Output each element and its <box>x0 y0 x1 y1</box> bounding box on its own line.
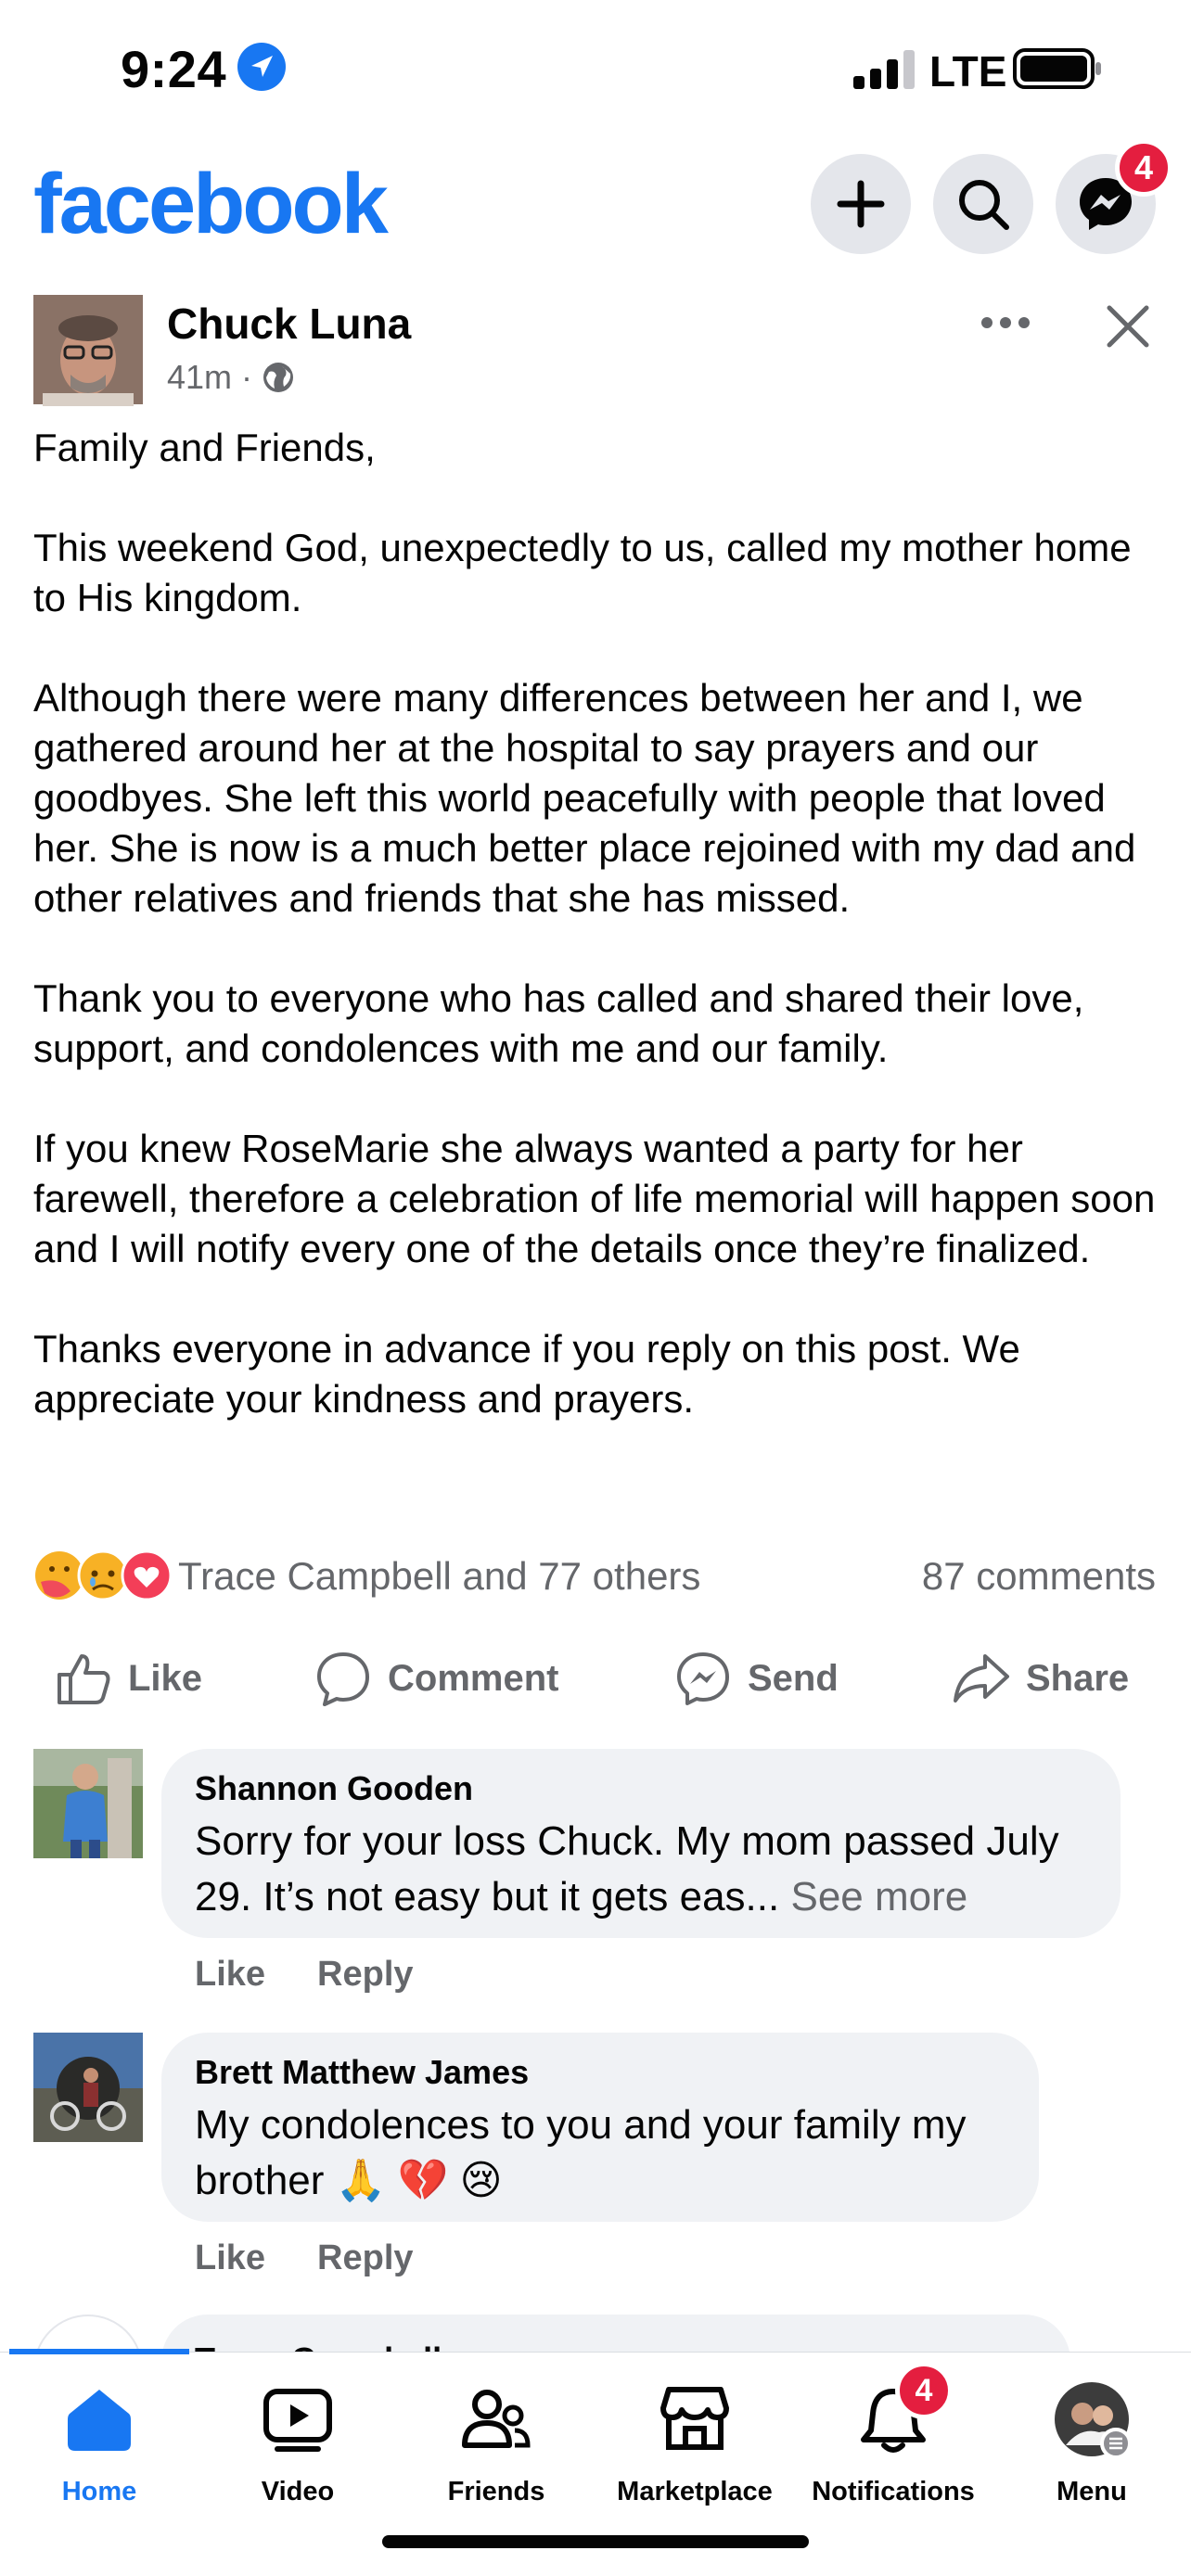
tab-menu[interactable] <box>992 2380 1191 2519</box>
post-paragraph: If you knew RoseMarie she always wanted a party for her farewell, therefore a celebration of life memorial will happen soon and I will notify every one of the details once they’re finalized. <box>33 1127 1156 1270</box>
facebook-logo[interactable]: facebook <box>33 157 386 251</box>
thumbs-up-icon <box>54 1649 113 1708</box>
comment-text: Sorry for your loss Chuck. My mom passed July 29. It’s not easy but it gets eas... See more <box>195 1818 1059 1919</box>
post-paragraph: Thank you to everyone who has called and shared their love, support, and condolences with me and our family. <box>33 976 1084 1070</box>
network-label: LTE <box>929 47 1007 96</box>
author-avatar[interactable] <box>33 295 143 404</box>
comment-like-button[interactable]: Like <box>195 2238 266 2277</box>
search-button[interactable] <box>933 154 1033 254</box>
post-paragraph: Although there were many differences between her and I, we gathered around her at the hospital to say prayers and our goodbyes. She left this world peacefully with people that loved her. She is now is a much better place rejoined with my dad and other relatives and friends that she has missed. <box>33 676 1136 920</box>
cellular-signal-icon <box>853 48 918 89</box>
app-header <box>0 148 1191 260</box>
comment-reply-button[interactable]: Reply <box>317 2238 414 2277</box>
video-icon <box>259 2380 337 2458</box>
share-icon <box>952 1649 1011 1708</box>
comments-count[interactable]: 87 comments <box>921 1554 1156 1598</box>
comment-reply-button[interactable]: Reply <box>317 1955 414 1994</box>
messenger-send-icon <box>673 1649 733 1708</box>
tab-notifications[interactable] <box>794 2372 992 2519</box>
commenter-avatar[interactable] <box>33 1749 143 1858</box>
post-header <box>0 295 1191 415</box>
tab-label: Notifications <box>812 2477 975 2506</box>
love-reaction-icon <box>122 1551 171 1600</box>
close-icon[interactable] <box>1106 304 1150 349</box>
meta-separator: · <box>241 358 253 396</box>
tab-video[interactable] <box>198 2380 397 2519</box>
tab-home[interactable] <box>0 2380 198 2519</box>
comment-icon <box>314 1649 373 1708</box>
comment-bubble[interactable] <box>161 2033 1039 2222</box>
comment-like-button[interactable]: Like <box>195 1955 266 1994</box>
comment-label: Comment <box>388 1657 559 1699</box>
home-icon <box>60 2380 138 2458</box>
send-button[interactable] <box>673 1632 839 1725</box>
friends-icon <box>457 2380 535 2458</box>
search-icon <box>955 176 1011 232</box>
create-button[interactable] <box>811 154 911 254</box>
bell-icon <box>854 2372 933 2458</box>
tab-friends[interactable] <box>397 2380 596 2519</box>
send-label: Send <box>748 1657 839 1699</box>
tab-marketplace[interactable] <box>596 2380 794 2519</box>
marketplace-icon <box>656 2380 734 2458</box>
active-tab-indicator <box>9 2349 189 2354</box>
care-reaction-icon <box>35 1551 83 1600</box>
comment <box>0 2315 1191 2352</box>
location-arrow-icon <box>237 43 286 91</box>
comment-button[interactable] <box>314 1632 558 1725</box>
home-indicator <box>382 2535 809 2548</box>
post-paragraph: Family and Friends, <box>33 426 376 469</box>
messenger-badge: 4 <box>1115 139 1172 197</box>
reactions-summary <box>33 1543 1156 1608</box>
post-text <box>33 423 1156 1474</box>
comment-actions <box>195 1955 414 1995</box>
more-options-icon[interactable] <box>980 313 1031 332</box>
see-more-link[interactable]: See more <box>790 1874 968 1919</box>
commenter-name[interactable]: Brett Matthew James <box>195 2053 530 2091</box>
profile-avatar <box>1053 2380 1131 2458</box>
post-meta <box>167 358 295 397</box>
post-paragraph: This weekend God, unexpectedly to us, called my mother home to His kingdom. <box>33 526 1132 619</box>
share-button[interactable] <box>952 1632 1129 1725</box>
like-button[interactable] <box>54 1632 202 1725</box>
commenter-avatar[interactable] <box>33 2033 143 2142</box>
status-time: 9:24 <box>121 40 227 98</box>
battery-icon <box>1013 48 1102 89</box>
sad-reaction-icon <box>79 1551 127 1600</box>
share-label: Share <box>1026 1657 1130 1699</box>
post-paragraph: Thanks everyone in advance if you reply on this post. We appreciate your kindness and prayers. <box>33 1327 1020 1421</box>
post-time[interactable]: 41m <box>167 358 233 396</box>
tab-label: Video <box>261 2477 335 2506</box>
reaction-icons[interactable] <box>33 1549 173 1602</box>
status-bar <box>0 0 1191 139</box>
commenter-name[interactable]: Shannon Gooden <box>195 1769 473 1807</box>
tab-label: Friends <box>447 2477 545 2506</box>
like-label: Like <box>128 1657 203 1699</box>
messenger-button[interactable] <box>1056 148 1156 254</box>
plus-icon <box>835 178 887 230</box>
comment-actions <box>195 2238 414 2278</box>
author-name[interactable]: Chuck Luna <box>167 300 412 348</box>
notifications-badge: 4 <box>895 2362 953 2419</box>
reactions-text[interactable]: Trace Campbell and 77 others <box>178 1554 701 1598</box>
tab-label: Home <box>61 2477 137 2506</box>
tab-label: Marketplace <box>617 2477 773 2506</box>
post-actions <box>0 1632 1191 1725</box>
comment-bubble[interactable] <box>161 1749 1121 1938</box>
globe-icon <box>262 361 295 394</box>
tab-label: Menu <box>1057 2477 1127 2506</box>
comment-text: My condolences to you and your family my brother 🙏 💔 😢 <box>195 2102 967 2203</box>
